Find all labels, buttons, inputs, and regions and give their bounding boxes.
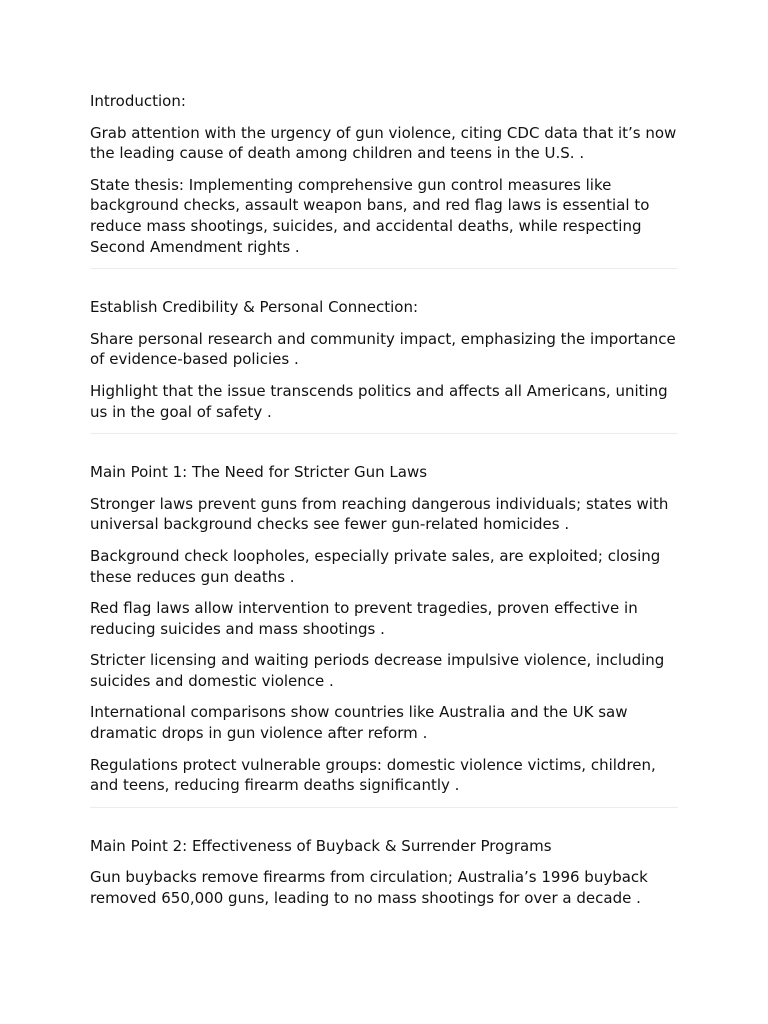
section-heading: Establish Credibility & Personal Connection: <box>90 298 419 317</box>
section-divider <box>90 268 678 269</box>
section-divider <box>90 433 678 434</box>
section-main-point-2 <box>90 836 678 909</box>
paragraph: Red flag laws allow intervention to prevent tragedies, proven effective in reducing suicides and mass shootings . <box>90 599 638 638</box>
section-heading: Introduction: <box>90 92 186 110</box>
section-divider <box>90 807 678 808</box>
section-credibility <box>90 297 678 422</box>
paragraph: Background check loopholes, especially private sales, are exploited; closing these reduces gun deaths . <box>90 546 661 586</box>
paragraph: Stricter licensing and waiting periods decrease impulsive violence, including suicides and domestic violence . <box>90 651 665 690</box>
paragraph: Highlight that the issue transcends politics and affects all Americans, uniting us in the goal of safety . <box>90 381 668 421</box>
paragraph: Share personal research and community impact, emphasizing the importance of evidence-based policies . <box>90 329 676 369</box>
section-introduction <box>90 91 678 257</box>
paragraph: Gun buybacks remove firearms from circulation; Australia’s 1996 buyback removed 650,000 guns, leading to no mass shootings for over a decade . <box>90 868 648 908</box>
section-heading: Main Point 2: Effectiveness of Buyback & Surrender Programs <box>90 836 552 855</box>
paragraph: Grab attention with the urgency of gun violence, citing CDC data that it’s now the leading cause of death among children and teens in the U.S. . <box>90 123 677 163</box>
paragraph: Regulations protect vulnerable groups: domestic violence victims, children, and teens, reducing firearm deaths significantly . <box>90 755 656 795</box>
paragraph: International comparisons show countries like Australia and the UK saw dramatic drops in gun violence after reform . <box>90 703 628 743</box>
paragraph: Stronger laws prevent guns from reaching dangerous individuals; states with universal background checks see fewer gun-related homicides . <box>90 494 669 534</box>
paragraph: State thesis: Implementing comprehensive gun control measures like background checks, assault weapon bans, and red flag laws is essential to reduce mass shootings, suicides, and accidental deaths, while respecting Second Amendment rights . <box>90 175 650 256</box>
section-heading: Main Point 1: The Need for Stricter Gun Laws <box>90 463 428 482</box>
section-main-point-1 <box>90 462 678 796</box>
